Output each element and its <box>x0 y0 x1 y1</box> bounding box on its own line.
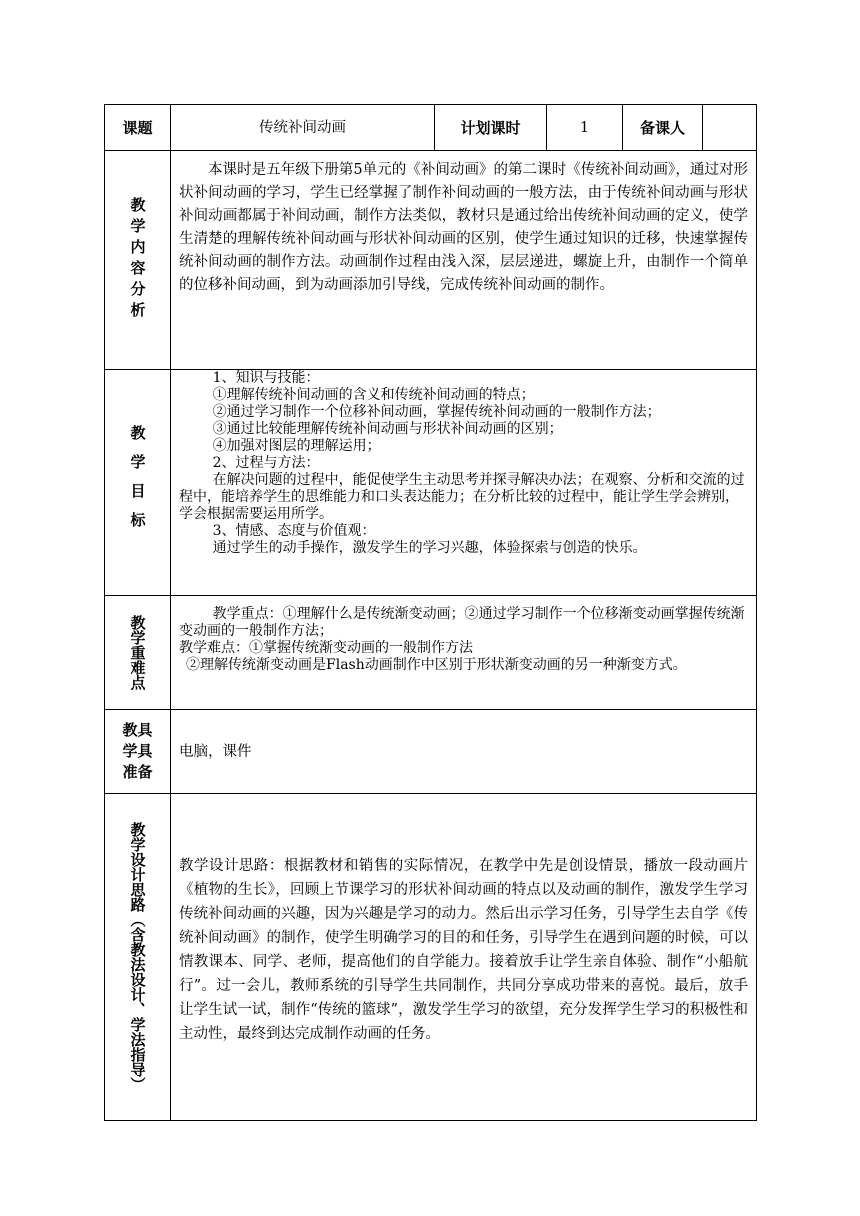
topic-label: 课题 <box>105 105 171 151</box>
design-text: 教学设计思路：根据教材和销售的实际情况，在教学中先是创设情景，播放一段动画片《植物的生长》，回顾上节课学习的形状补间动画的特点以及动画的制作，激发学生学习传统补间动画的兴趣，因为兴趣是学习的动力。然后出示学习任务，引导学生去自学《传统补间动画》的制作，使学生明确学习的目的和任务，引导学生在遇到问题的时候，可以情教课本、同学、老师，提高他们的自学能力。接着放手让学生亲自体验、制作“小船航行”。过一会儿，教师系统的引导学生共同制作，共同分享成功带来的喜悦。最后，放手让学生试一试，制作“传统的篮球”，激发学生学习的欲望，充分发挥学生学习的积极性和主动性，最终到达完成制作动画的任务。 <box>179 858 748 1042</box>
tools-text: 电脑，课件 <box>179 743 252 760</box>
goal-line: ④加强对图层的理解运用； <box>212 438 381 454</box>
goal-line: 3、情感、态度与价值观： <box>212 523 376 539</box>
tools-label: 教具学具准备 <box>122 721 153 781</box>
keypoint-line: 教学难点：①掌握传统渐变动画的一般制作方法 <box>179 640 473 656</box>
keypoints-row <box>105 596 757 710</box>
hours-value: 1 <box>547 105 623 151</box>
hours-label: 计划课时 <box>435 105 547 151</box>
goal-line: ②通过学习制作一个位移补间动画，掌握传统补间动画的一般制作方法； <box>212 404 661 420</box>
keypoint-line: ②理解传统渐变动画是Flash动画制作中区别于形状渐变动画的另一种渐变方式。 <box>186 657 687 673</box>
goals-row <box>105 370 757 596</box>
goal-line: ①理解传统补间动画的含义和传统补间动画的特点； <box>212 387 535 403</box>
keypoint-line: 教学重点：①理解什么是传统渐变动画；②通过学习制作一个位移渐变动画掌握传统渐变动画的一般制作方法； <box>179 606 745 639</box>
topic-value: 传统补间动画 <box>171 105 435 151</box>
analysis-label: 教学内容分析 <box>128 197 147 323</box>
analysis-row <box>105 151 757 370</box>
goal-line: 1、知识与技能： <box>212 370 320 386</box>
design-label: 教学设计思路（含教法设计、学法指导） <box>128 822 147 1092</box>
keypoints-content <box>171 596 756 674</box>
tools-row <box>105 710 757 794</box>
goal-line: 在解决问题的过程中，能促使学生主动思考并探寻解决办法；在观察、分析和交流的过程中，能培养学生的思维能力和口头表达能力；在分析比较的过程中，能让学生学会辨别，学会根据需要运用所学。 <box>179 472 745 522</box>
design-row <box>105 794 757 1121</box>
goals-label: 教学目标 <box>128 424 147 541</box>
goal-line: 2、过程与方法： <box>212 455 320 471</box>
goal-line: ③通过比较能理解传统补间动画与形状补间动画的区别； <box>212 421 563 437</box>
lesson-plan-table <box>104 104 757 1121</box>
goal-line: 通过学生的动手操作，激发学生的学习兴趣，体验探索与创造的快乐。 <box>212 540 647 556</box>
keypoints-label: 教学重难点 <box>128 615 147 690</box>
header-row <box>105 105 757 151</box>
lesson-plan-page <box>104 104 756 1121</box>
preparer-label: 备课人 <box>623 105 703 151</box>
analysis-text: 本课时是五年级下册第5单元的《补间动画》的第二课时《传统补间动画》，通过对形状补间动画的学习，学生已经掌握了制作补间动画的一般方法，由于传统补间动画与形状补间动画都属于补间动画，制作方法类似，教材只是通过给出传统补间动画的定义，使学生清楚的理解传统补间动画与形状补间动画的区别，使学生通过知识的迁移，快速掌握传统补间动画的制作方法。动画制作过程由浅入深，层层递进，螺旋上升，由制作一个简单的位移补间动画，到为动画添加引导线，完成传统补间动画的制作。 <box>179 162 748 293</box>
preparer-value <box>703 105 757 151</box>
goals-content <box>171 370 756 557</box>
